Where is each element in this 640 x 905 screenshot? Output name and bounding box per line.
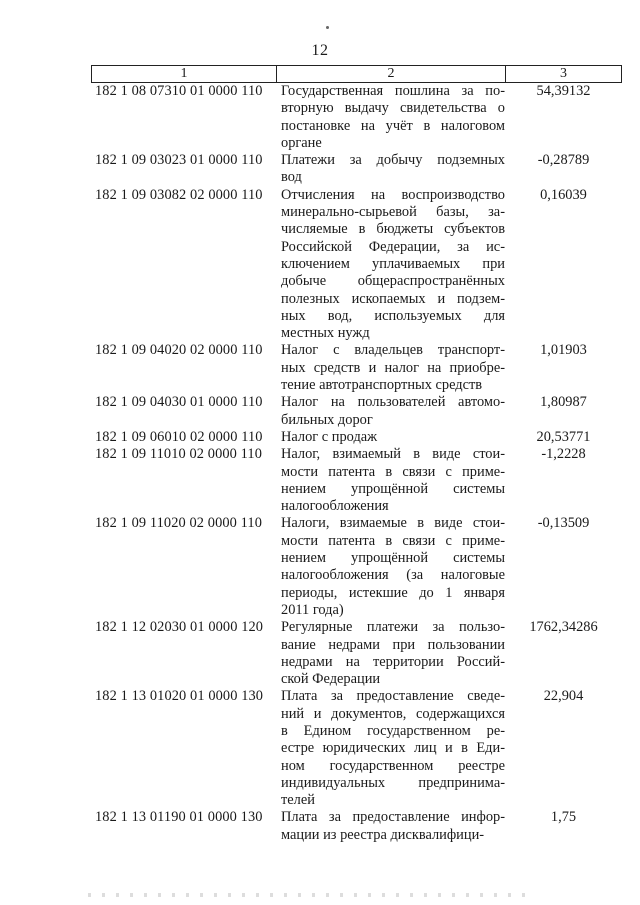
- header-col-2: 2: [277, 66, 506, 82]
- revenue-name-line: Налог на пользователей автомо-: [281, 394, 505, 411]
- revenue-name-line: недрами на территории Россий-: [281, 653, 505, 670]
- revenue-name-line: мации из реестра дисквалифици-: [281, 826, 485, 843]
- revenue-name-line: бильных дорог: [281, 411, 373, 428]
- amount-value: -0,13509: [537, 515, 590, 532]
- revenue-name-line: мости патента в связи с приме-: [281, 532, 505, 549]
- budget-code: 182 1 09 04020 02 0000 110: [95, 342, 263, 359]
- revenue-name: [281, 619, 505, 688]
- revenue-name-line: в Едином государственном ре-: [281, 722, 505, 739]
- revenue-name-line: полезных ископаемых и подзем-: [281, 290, 505, 307]
- budget-code: 182 1 13 01190 01 0000 130: [95, 809, 263, 826]
- revenue-name-line: налогообложения: [281, 498, 389, 515]
- revenue-name: [281, 446, 505, 515]
- table-row: [91, 187, 622, 343]
- revenue-name-line: нением упрощённой системы: [281, 480, 505, 497]
- revenue-name-line: телей: [281, 792, 315, 809]
- table-header: [91, 65, 622, 83]
- revenue-name-line: Отчисления на воспроизводство: [281, 186, 505, 203]
- amount-value: 54,39132: [536, 83, 591, 99]
- budget-code: 182 1 13 01020 01 0000 130: [95, 688, 264, 705]
- revenue-name-line: Налог с владельцев транспорт-: [281, 342, 505, 359]
- amount-value: 0,16039: [540, 186, 587, 203]
- revenue-name-line: Налог с продаж: [281, 428, 378, 445]
- revenue-name-line: ской Федерации: [281, 671, 381, 688]
- table-row: [91, 152, 622, 187]
- revenue-name: [281, 342, 505, 394]
- amount-value: 1762,34286: [529, 619, 598, 636]
- table-body: [91, 83, 622, 844]
- amount-value: 1,75: [550, 809, 577, 826]
- header-col-1: 1: [92, 66, 277, 82]
- revenue-name-line: числяемые в бюджеты субъектов: [281, 221, 505, 238]
- amount-value: -1,2228: [541, 446, 586, 463]
- amount-value: 1,01903: [540, 342, 587, 359]
- table-row: [91, 429, 622, 446]
- header-col-3: 3: [560, 66, 567, 81]
- amount-value: 20,53771: [536, 428, 591, 445]
- revenue-name: [281, 152, 505, 187]
- revenue-name-line: добыче общераспространённых: [281, 273, 505, 290]
- budget-code: 182 1 12 02030 01 0000 120: [95, 619, 264, 636]
- revenue-name-line: ном государственном реестре: [281, 757, 505, 774]
- revenue-name-line: Плата за предоставление сведе-: [281, 688, 505, 705]
- revenue-name-line: Плата за предоставление инфор-: [281, 809, 505, 826]
- budget-code: 182 1 09 11020 02 0000 110: [95, 515, 263, 532]
- revenue-name: [281, 429, 505, 446]
- budget-code: 182 1 09 06010 02 0000 110: [95, 428, 263, 445]
- table-row: [91, 394, 622, 429]
- budget-code: 182 1 09 03082 02 0000 110: [95, 186, 263, 203]
- revenue-name-line: Российской Федерации, за ис-: [281, 238, 505, 255]
- revenue-name-line: нением упрощённой системы: [281, 550, 505, 567]
- table-row: [91, 809, 622, 844]
- revenue-name: [281, 394, 505, 429]
- revenue-table: [91, 65, 622, 844]
- budget-code: 182 1 09 04030 01 0000 110: [95, 394, 263, 411]
- revenue-name: [281, 83, 505, 152]
- page-number: 12: [311, 42, 329, 59]
- amount-value: 1,80987: [540, 394, 587, 411]
- revenue-name-line: ных вод, используемых для: [281, 307, 505, 324]
- revenue-name-line: тение автотранспортных средств: [281, 377, 483, 394]
- scan-noise: [88, 893, 528, 897]
- revenue-name: [281, 809, 505, 844]
- revenue-name-line: Налоги, взимаемые в виде стои-: [281, 515, 505, 532]
- budget-code: 182 1 09 03023 01 0000 110: [95, 152, 263, 169]
- revenue-name: [281, 688, 505, 809]
- scan-speck: [326, 26, 329, 29]
- revenue-name-line: минерально-сырьевой базы, за-: [281, 204, 505, 221]
- table-row: [91, 446, 622, 515]
- table-row: [91, 342, 622, 394]
- revenue-name-line: Налог, взимаемый в виде стои-: [281, 446, 505, 463]
- revenue-name-line: вторную выдачу свидетельства о: [281, 100, 505, 117]
- revenue-name-line: индивидуальных предпринима-: [281, 774, 505, 791]
- revenue-name-line: ных средств и налог на приобре-: [281, 359, 505, 376]
- revenue-name-line: вание недрами при пользовании: [281, 636, 505, 653]
- revenue-name-line: органе: [281, 134, 322, 151]
- revenue-name-line: постановке на учёт в налоговом: [281, 117, 505, 134]
- revenue-name-line: местных нужд: [281, 325, 370, 342]
- revenue-name-line: Платежи за добычу подземных: [281, 152, 505, 169]
- amount-value: 22,904: [543, 688, 584, 705]
- revenue-name-line: налогообложения (за налоговые: [281, 567, 505, 584]
- revenue-name: [281, 515, 505, 619]
- revenue-name-line: 2011 года): [281, 601, 344, 618]
- revenue-name-line: Государственная пошлина за по-: [281, 83, 505, 99]
- revenue-name-line: естре юридических лиц и в Еди-: [281, 740, 505, 757]
- revenue-name: [281, 187, 505, 343]
- revenue-name-line: периоды, истекшие до 1 января: [281, 584, 505, 601]
- table-row: [91, 688, 622, 809]
- table-row: [91, 83, 622, 152]
- budget-code: 182 1 08 07310 01 0000 110: [95, 83, 263, 99]
- revenue-name-line: Регулярные платежи за пользо-: [281, 619, 505, 636]
- table-row: [91, 515, 622, 619]
- revenue-name-line: ний и документов, содержащихся: [281, 705, 505, 722]
- revenue-name-line: ключением уплачиваемых при: [281, 255, 505, 272]
- revenue-name-line: вод: [281, 169, 302, 186]
- revenue-name-line: мости патента в связи с приме-: [281, 463, 505, 480]
- amount-value: -0,28789: [537, 152, 590, 169]
- table-row: [91, 619, 622, 688]
- budget-code: 182 1 09 11010 02 0000 110: [95, 446, 263, 463]
